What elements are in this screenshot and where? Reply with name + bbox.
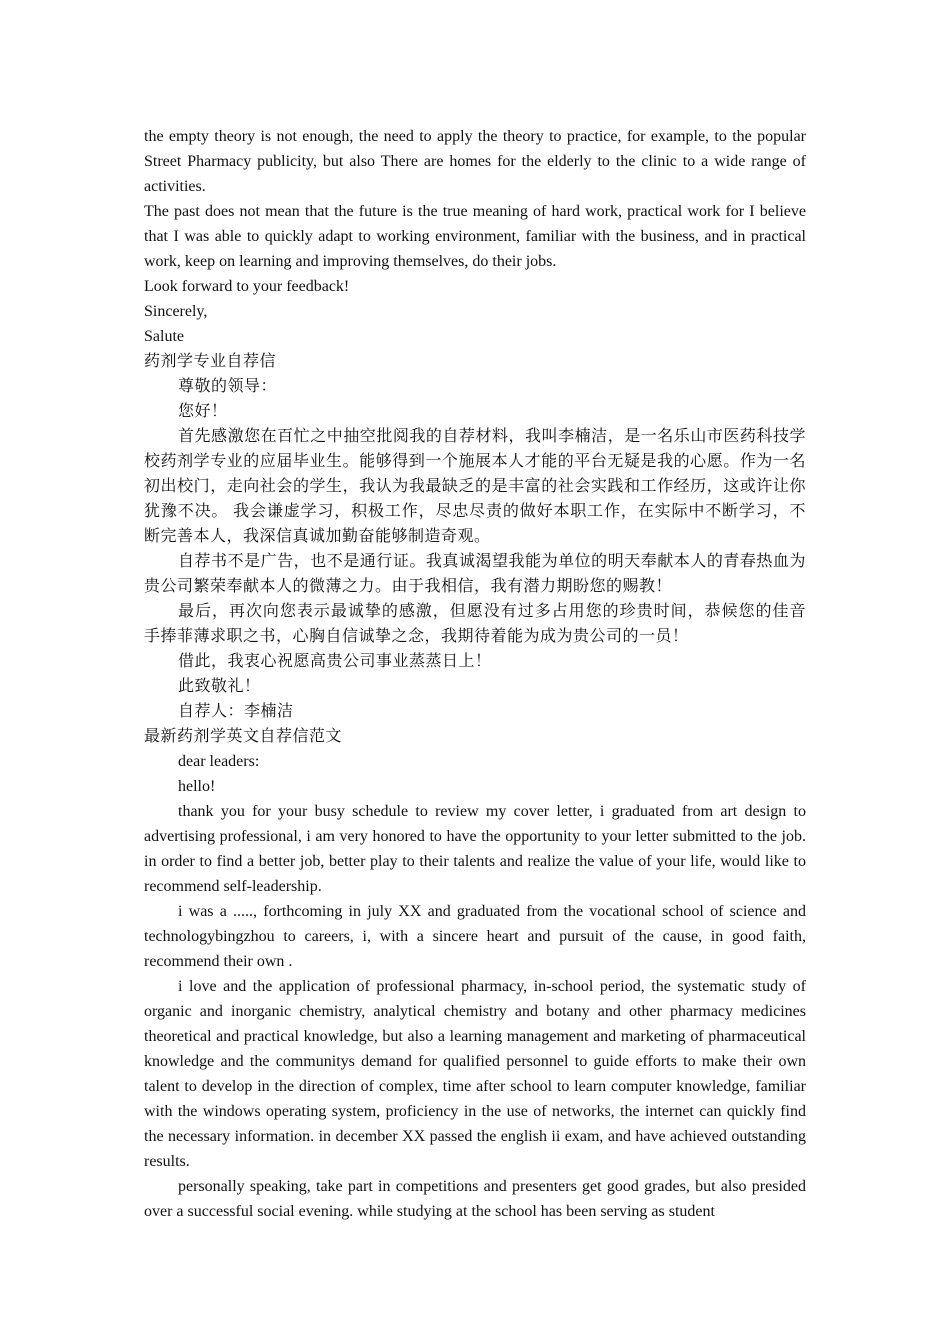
paragraph-chinese-wish: 借此，我衷心祝愿高贵公司事业蒸蒸日上！ xyxy=(178,653,492,670)
heading-english-letter: 最新药剂学英文自荐信范文 xyxy=(144,728,343,745)
paragraph-chinese-intro: 首先感激您在百忙之中抽空批阅我的自荐材料，我叫李楠洁，是一名乐山市医药科技学校药剂学专业的应届毕业生。能够得到一个施展本人才能的平台无疑是我的心愿。作为一名初出校门，走向社会的学生，我认为我最缺乏的是丰富的社会实践和工作经历，这或许让你犹豫不决。 我会谦虚学习，积极工作，尽忠尽责的做好本职工作，在实际中不断学习，不断完善本人，我深信真诚加勤奋能够制造奇观。 xyxy=(144,428,806,545)
paragraph-chinese-not-ad: 自荐书不是广告，也不是通行证。我真诚渴望我能为单位的明天奉献本人的青春热血为贵公司繁荣奉献本人的微薄之力。由于我相信，我有潜力期盼您的赐教！ xyxy=(144,553,806,595)
paragraph-sincerely: Sincerely, xyxy=(144,303,208,320)
document-body xyxy=(144,124,806,1224)
paragraph-english-thanks: thank you for your busy schedule to review my cover letter, i graduated from art design to advertising professional, i am very honored to have the opportunity to your letter submitted to the job. in order to find a better job, better play to their talents and realize the value of your life, would like to recommend self-leadership. xyxy=(144,803,806,895)
hello-chinese: 您好！ xyxy=(178,403,228,420)
paragraph-feedback: Look forward to your feedback! xyxy=(144,278,350,295)
paragraph-past-future: The past does not mean that the future is the true meaning of hard work, practical work for I believe that I was able to quickly adapt to working environment, familiar with the business, and in practical work, keep on learning and improving themselves, do their jobs. xyxy=(144,203,806,270)
paragraph-chinese-closing: 最后，再次向您表示最诚挚的感激，但愿没有过多占用您的珍贵时间，恭候您的佳音 手捧菲薄求职之书，心胸自信诚挚之念，我期待着能为成为贵公司的一员！ xyxy=(144,603,806,645)
paragraph-english-pharmacy: i love and the application of professional pharmacy, in-school period, the systematic study of organic and inorganic chemistry, analytical chemistry and botany and other pharmacy medicines theoretical and practical knowledge, but also a learning management and marketing of pharmaceutical knowledge and the communitys demand for qualified personnel to guide efforts to make their own talent to develop in the direction of complex, time after school to learn computer knowledge, familiar with the windows operating system, proficiency in the use of networks, the internet can quickly find the necessary information. in december XX passed the english ii exam, and have achieved outstanding results. xyxy=(144,978,806,1170)
heading-chinese-letter: 药剂学专业自荐信 xyxy=(144,353,277,370)
greeting-chinese: 尊敬的领导： xyxy=(178,378,278,395)
paragraph-theory-practice: the empty theory is not enough, the need to apply the theory to practice, for example, to the popular Street Pharmacy publicity, but also There are homes for the elderly to the clinic to a wide range of activities. xyxy=(144,128,806,195)
greeting-english: dear leaders: xyxy=(178,753,260,770)
paragraph-chinese-regards: 此致敬礼！ xyxy=(178,678,261,695)
paragraph-chinese-signature: 自荐人：李楠洁 xyxy=(178,703,294,720)
paragraph-salute: Salute xyxy=(144,328,184,345)
paragraph-english-graduation: i was a ....., forthcoming in july XX and graduated from the vocational school of science and technologybingzhou to careers, i, with a sincere heart and pursuit of the cause, in good faith, recommend their own . xyxy=(144,903,806,970)
hello-english: hello! xyxy=(178,778,216,795)
paragraph-english-personal: personally speaking, take part in competitions and presenters get good grades, but also presided over a successful social evening. while studying at the school has been serving as student xyxy=(144,1178,806,1220)
